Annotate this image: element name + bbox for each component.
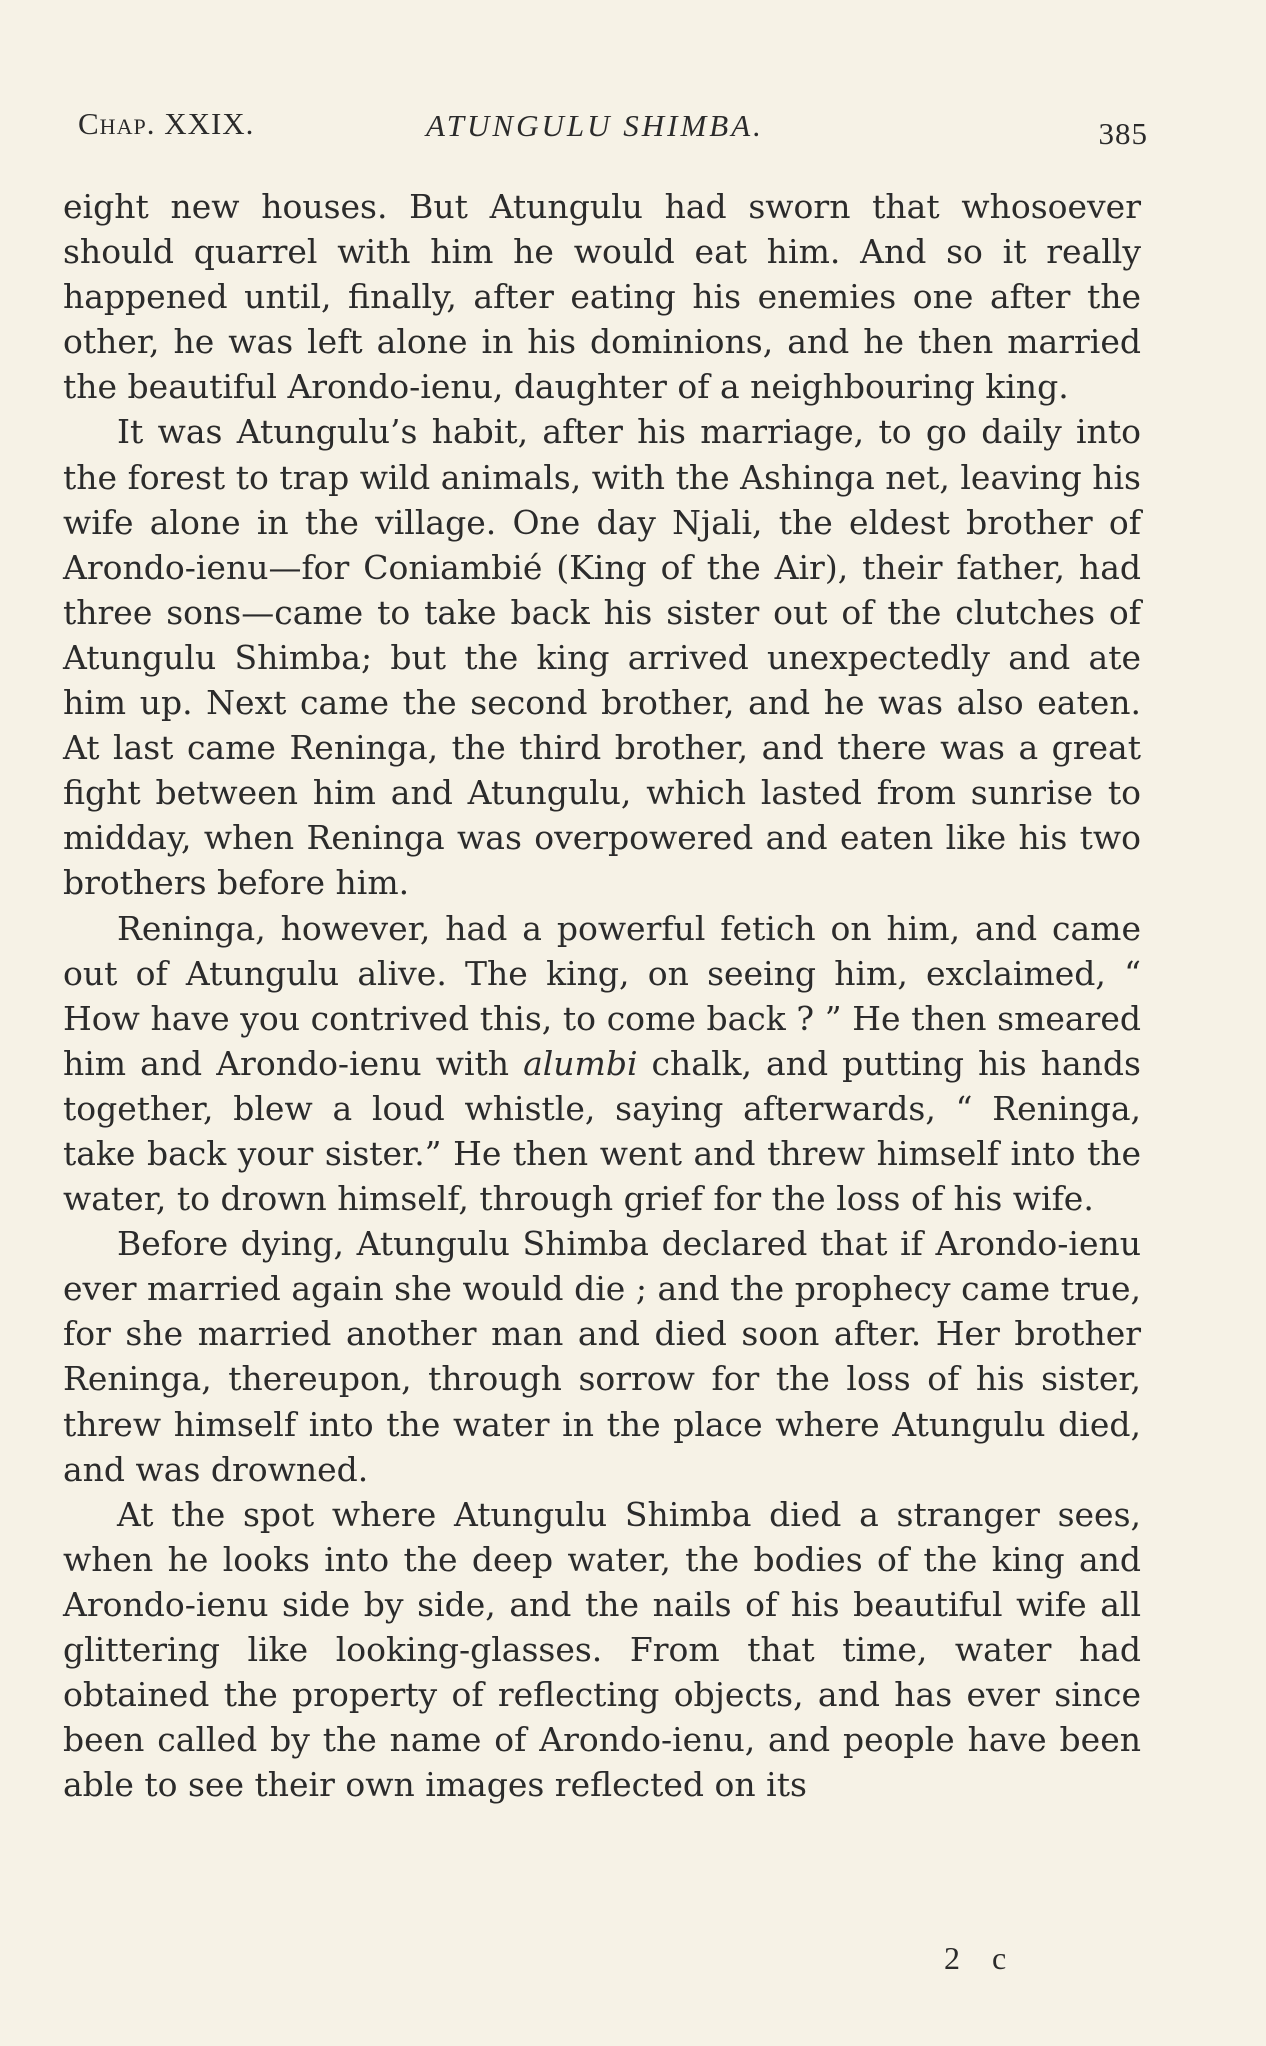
paragraph: eight new houses. But Atungulu had sworn that whosoever should quarrel with him he would eat him. And so it really happened until, finally, after eating his enemies one after the other, he was left alone in his dominions, and he then married the beautiful Arondo-ienu, daughter of a neighbouring king. [63,187,1141,407]
running-head [78,98,1148,151]
paragraph: Before dying, Atungulu Shimba declared that if Arondo-ienu ever married again she would die ; and the prophecy came true, for she married another man and died soon after. Her brother Reninga, thereupon, through sorrow for the loss of his sister, threw himself into the water in the place where Atungulu died, and was drowned. [63,1224,1141,1489]
chapter-label: Chap. XXIX. [78,106,255,141]
paragraph: At the spot where Atungulu Shimba died a stranger sees, when he looks into the deep water, the bodies of the king and Arondo-ienu side by side, and the nails of his beautiful wife all glittering like looking-glasses. From that time, water had obtained the property of reflecting objects, and has ever since been called by the name of Arondo-ienu, and people have been able to see their own images reflected on its [63,1494,1141,1805]
paragraph-text: chalk, and putting his hands together, blew a loud whistle, saying afterwards, “ Reninga, take back your sister.” He then went and threw himself into the water, to drown himself, through grief for the loss of his wife. [63,1043,1141,1219]
paragraph [63,906,1141,1222]
paragraph-text: Reninga, however, had a powerful fetich on him, and came out of Atungulu alive. The king, on seeing him, exclaimed, “ How have you contrived this, to come back ? ” He then smeared him and Arondo-ienu with [63,908,1141,1083]
italic-term: alumbi [523,1043,638,1083]
paragraph: It was Atungulu’s habit, after his marriage, to go daily into the forest to trap wild animals, with the Ashinga net, leaving his wife alone in the village. One day Njali, the eldest brother of Arondo-ienu—for Coniambié (King of the Air), their father, had three sons—came to take back his sister out of the clutches of Atungulu Shimba; but the king arrived unexpectedly and ate him up. Next came the second brother, and he was also eaten. At last came Reninga, the third brother, and there was a great fight between him and Atungulu, which lasted from sunrise to midday, when Reninga was overpowered and eaten like his two brothers before him. [63,412,1141,903]
signature-mark: 2 c [944,1940,1019,1976]
page-number: 385 [1098,116,1148,151]
running-title: ATUNGULU SHIMBA. [426,108,764,143]
body-text [63,184,1141,1807]
